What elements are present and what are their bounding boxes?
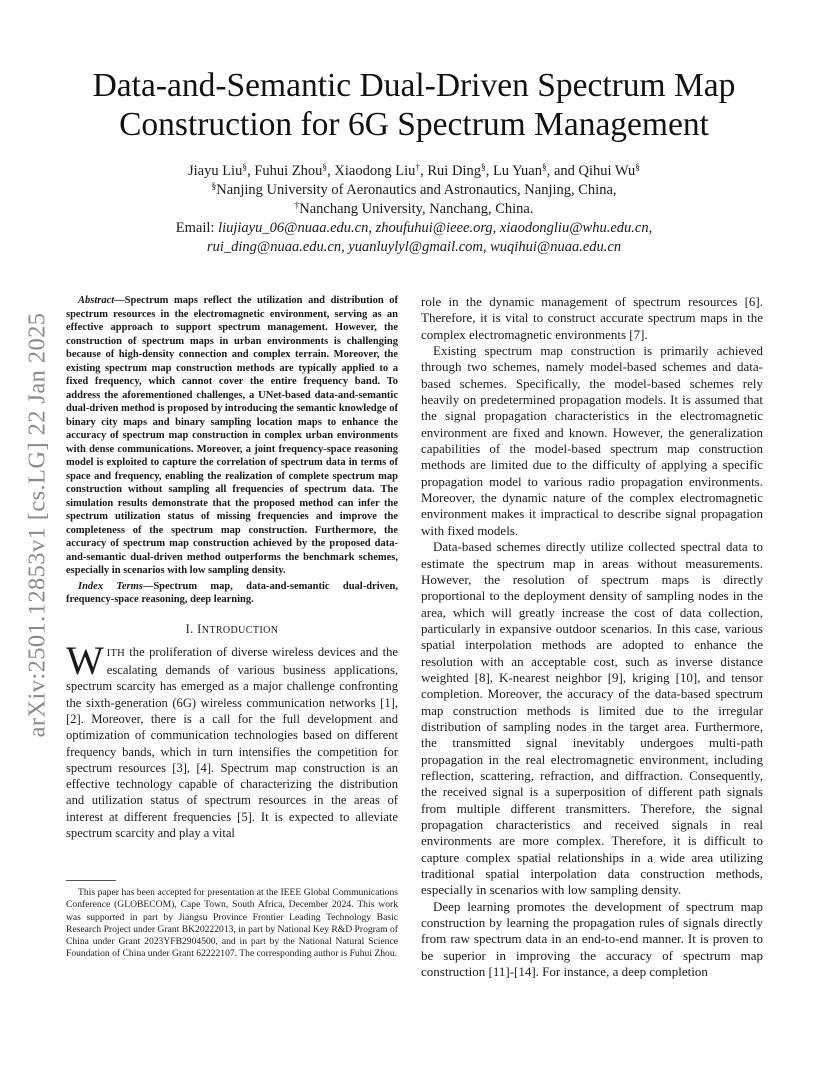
right-column xyxy=(421,294,763,980)
intro-paragraph-1 xyxy=(66,637,398,842)
right-paragraph-2: Existing spectrum map construction is primarily achieved through two schemes, namely model-based schemes and data-based schemes. Specifically, the model-based schemes rely heavily on predetermined propagation models. It is assumed that the signal propagation characteristics in the electromagnetic environment are fixed and known. However, the generalization capabilities of the model-based spectrum map construction methods are limited due to the difficulty of applying a specific propagation model to various radio propagation environments. Moreover, the dynamic nature of the complex electromagnetic environment makes it impractical to describe signal propagation with fixed models. xyxy=(421,343,763,538)
intro-paragraph-1-text: the proliferation of diverse wireless devices and the escalating demands of various business applications, spectrum scarcity has emerged as a major challenge confronting the sixth-generation (6G) wireless communication networks [1], [2]. Moreover, there is a call for the full development and optimization of communication technologies based on different frequency bands, which in turn intensifies the competition for spectrum resources [3], [4]. Spectrum map construction is an effective technology capable of characterizing the distribution and utilization status of spectrum resources in the areas of interest at different frequencies [5]. It is expected to alleviate spectrum scarcity and play a vital xyxy=(66,644,398,841)
left-column xyxy=(66,294,398,841)
footnote: This paper has been accepted for presentation at the IEEE Global Communications Conference (GLOBECOM), Cape Town, South Africa, December 2024. This work was supported in part by Jiangsu Province Frontier Leading Technology Basic Research Project under Grant BK20222013, in part by National Key R&D Program of China under Grant 2023YFB2904500, and in part by the National Natural Science Foundation of China under Grant 62222107. The corresponding author is Fuhui Zhou. xyxy=(66,887,398,960)
affiliation-2: †Nanchang University, Nanchang, China. xyxy=(294,200,534,217)
author-block xyxy=(80,162,748,257)
intro-first-word: ITH xyxy=(106,647,125,659)
abstract: Abstract—Spectrum maps reflect the utilization and distribution of spectrum resources in the electromagnetic environment, serving as an effective approach to support spectrum management. However, the construction of spectrum maps in urban environments is challenging because of high-density connection and complex terrain. Moreover, the existing spectrum map construction methods are typically applied to a fixed frequency, which cannot cover the entire frequency band. To address the aforementioned challenges, a UNet-based data-and-semantic dual-driven method is proposed by introducing the semantic knowledge of binary city maps and binary sampling location maps to enhance the accuracy of spectrum map construction in complex urban environments with dense communications. Moreover, a joint frequency-space reasoning model is exploited to capture the correlation of spectrum data in terms of space and frequency, enabling the realization of complete spectrum map construction without sampling all frequencies of spectrum data. The simulation results demonstrate that the proposed method can infer the spectrum utilization status of missing frequencies and improve the completeness of the spectrum map construction. Furthermore, the accuracy of spectrum map construction achieved by the proposed data-and-semantic dual-driven method outperforms the benchmark schemes, especially in scenarios with low sampling density. xyxy=(66,295,398,576)
right-paragraph-3: Data-based schemes directly utilize collected spectral data to estimate the spectrum map in areas without measurements. However, the resolution of spectrum maps is directly proportional to the deployment density of sampling nodes in the area, which will greatly increase the cost of data collection, particularly in expansive outdoor scenarios. In this case, various spatial interpolation methods are adopted to enhance the resolution with an acceptable cost, such as inverse distance weighted [8], K-nearest neighbor [9], kriging [10], and tensor completion. Moreover, the accuracy of the data-based spectrum map construction methods is limited due to the irregular distribution of sampling nodes in the target area. Furthermore, the transmitted signal inevitably undergoes multi-path propagation in the real electromagnetic environment, including reflection, scattering, refraction, and diffraction. Consequently, the received signal is a superposition of different path signals from multiple different transmitters. Therefore, the signal propagation characteristics and received signals in real environments are more complex. Therefore, it is difficult to capture complex spatial relationships in a wide area utilizing traditional spatial interpolation data construction methods, especially in scenarios with low sampling density. xyxy=(421,539,763,898)
arxiv-watermark xyxy=(10,290,64,760)
section-heading-introduction: I. INTRODUCTION xyxy=(185,621,279,636)
drop-cap: W xyxy=(66,637,104,683)
right-paragraph-1: role in the dynamic management of spectrum resources [6]. Therefore, it is vital to construct accurate spectrum maps in the complex electromagnetic environments [7]. xyxy=(421,294,763,342)
index-terms: Index Terms—Spectrum map, data-and-semantic dual-driven, frequency-space reasoning, deep learning. xyxy=(66,580,398,605)
author-names: Jiayu Liu§, Fuhui Zhou§, Xiaodong Liu†, Rui Ding§, Lu Yuan§, and Qihui Wu§ xyxy=(187,162,641,179)
paper-title xyxy=(80,66,748,144)
right-paragraph-4: Deep learning promotes the development of spectrum map construction by learning the propagation rules of signals directly from raw spectrum data in an end-to-end manner. It is proven to be superior in improving the accuracy of spectrum map construction [11]-[14]. For instance, a deep completion xyxy=(421,898,763,980)
email-line-2: rui_ding@nuaa.edu.cn, yuanluylyl@gmail.com, wuqihui@nuaa.edu.cn xyxy=(206,239,622,255)
footnote-rule xyxy=(66,880,116,881)
affiliation-1: §Nanjing University of Aeronautics and Astronautics, Nanjing, China, xyxy=(211,181,617,198)
title-line-2: Construction for 6G Spectrum Management xyxy=(119,106,709,143)
arxiv-id: arXiv:2501.12853v1 [cs.LG] 22 Jan 2025 xyxy=(23,312,50,738)
title-line-1: Data-and-Semantic Dual-Driven Spectrum Map xyxy=(92,67,736,104)
email-line-1: Email: liujiayu_06@nuaa.edu.cn, zhoufuhui@ieee.org, xiaodongliu@whu.edu.cn, xyxy=(175,220,653,236)
